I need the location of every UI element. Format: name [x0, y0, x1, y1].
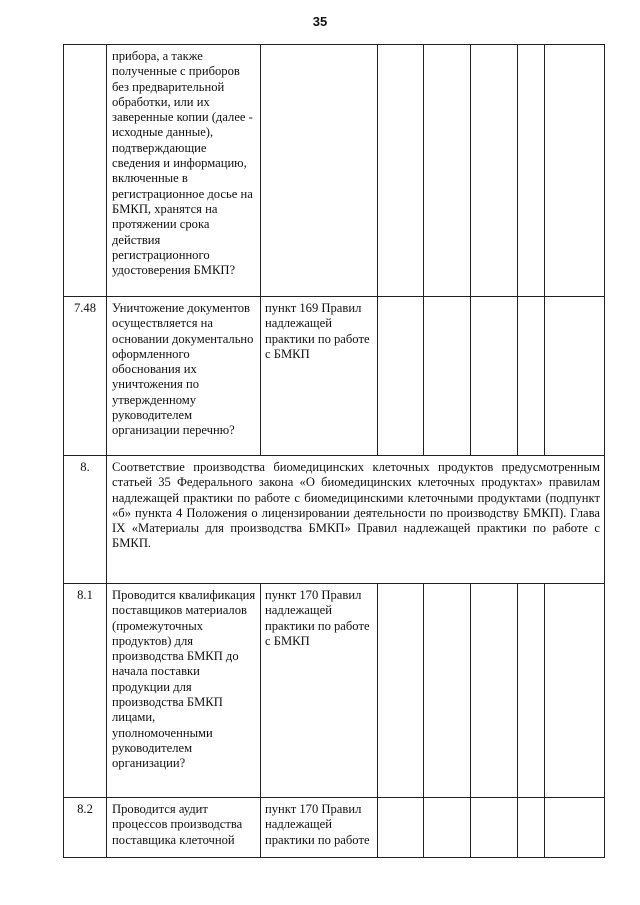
- answer-no-cell: [424, 584, 471, 798]
- question-cell: прибора, а также полученные с приборов без предварительной обработки, или их заверенные копии (далее - исходные данные), подтверждающие сведения и информацию, включенные в регистрационное досье на БМКП, хранятся на протяжении срока действия регистрационного удостоверения БМКП?: [107, 45, 261, 297]
- answer-no-cell: [424, 45, 471, 297]
- page-number: 35: [312, 14, 328, 29]
- table-row-7-48: [64, 297, 605, 456]
- answer-not-applicable-cell: [471, 798, 518, 858]
- table-row-8-2: [64, 798, 605, 858]
- table-row-section-8: [64, 456, 605, 584]
- answer-extra-cell: [518, 297, 545, 456]
- item-number-cell: 8.2: [64, 798, 107, 858]
- checklist-table: [63, 44, 605, 858]
- answer-not-applicable-cell: [471, 584, 518, 798]
- answer-yes-cell: [378, 798, 424, 858]
- answer-no-cell: [424, 798, 471, 858]
- answer-extra-cell: [518, 45, 545, 297]
- section-number-cell: 8.: [64, 456, 107, 584]
- table-row-continuation: [64, 45, 605, 297]
- reference-cell: пункт 169 Правил надлежащей практики по работе с БМКП: [261, 297, 378, 456]
- question-text: Проводится аудит процессов производства поставщика клеточной: [112, 802, 243, 847]
- answer-extra-cell: [518, 584, 545, 798]
- item-number-cell: [64, 45, 107, 297]
- reference-cell: [261, 45, 378, 297]
- notes-cell: [545, 584, 605, 798]
- notes-cell: [545, 297, 605, 456]
- item-number-cell: 7.48: [64, 297, 107, 456]
- question-cell: Проводится квалификация поставщиков материалов (промежуточных продуктов) для производства БМКП до начала поставки продукции для производства БМКП лицами, уполномоченными руководителем организации?: [107, 584, 261, 798]
- question-cell: Уничтожение документов осуществляется на основании документально оформленного обоснования их уничтожения по утвержденному руководителем организации перечню?: [107, 297, 261, 456]
- section-heading-cell: Соответствие производства биомедицинских клеточных продуктов предусмотренным статьей 35 Федерального закона «О биомедицинских клеточных продуктах» правилам надлежащей практики по работе с биомедицинскими клеточными продуктами (подпункт «б» пункта 4 Положения о лицензировании деятельности по производству БМКП). Глава IX «Материалы для производства БМКП» Правил надлежащей практики по работе с БМКП.: [107, 456, 605, 584]
- reference-cell: [261, 798, 378, 858]
- item-number-cell: 8.1: [64, 584, 107, 798]
- answer-yes-cell: [378, 45, 424, 297]
- answer-extra-cell: [518, 798, 545, 858]
- question-cell: [107, 798, 261, 858]
- answer-no-cell: [424, 297, 471, 456]
- notes-cell: [545, 798, 605, 858]
- answer-not-applicable-cell: [471, 297, 518, 456]
- table-row-8-1: [64, 584, 605, 798]
- answer-yes-cell: [378, 584, 424, 798]
- notes-cell: [545, 45, 605, 297]
- answer-yes-cell: [378, 297, 424, 456]
- reference-text: пункт 170 Правил надлежащей практики по работе: [265, 802, 370, 847]
- reference-cell: пункт 170 Правил надлежащей практики по работе с БМКП: [261, 584, 378, 798]
- answer-not-applicable-cell: [471, 45, 518, 297]
